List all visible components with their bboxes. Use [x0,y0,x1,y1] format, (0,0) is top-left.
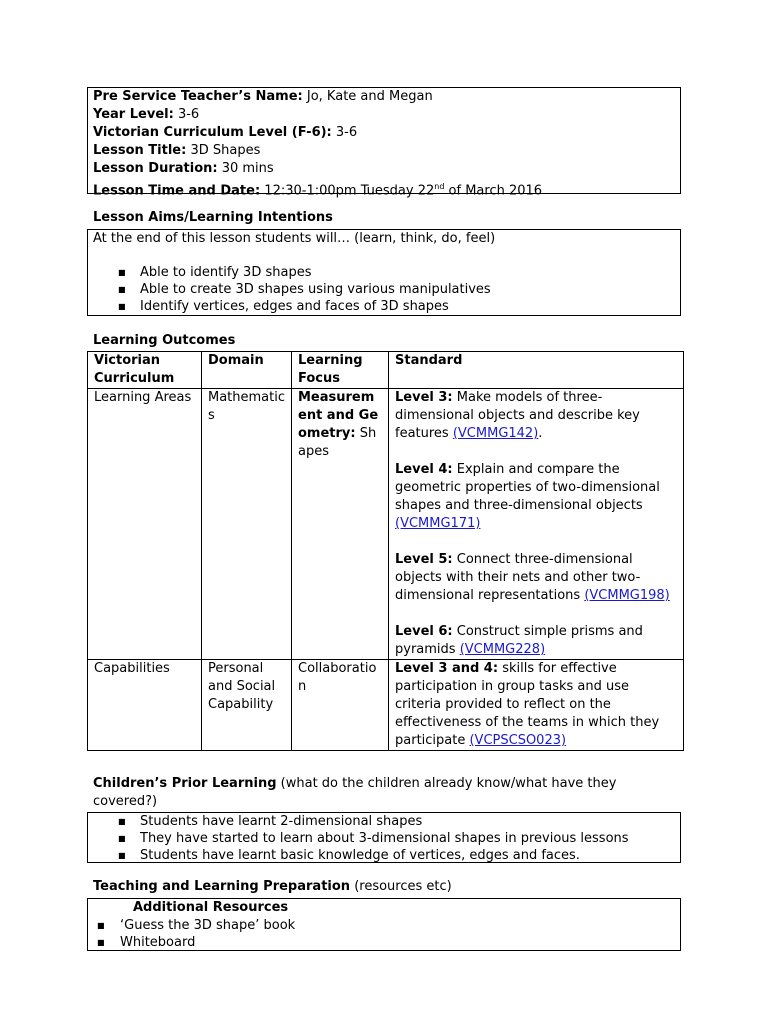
lesson-time-value: 12:30-1:00pm Tuesday 22 [264,183,435,199]
prior-learning-heading: Children’s Prior Learning (what do the children already know/what have they covered?) [93,776,617,809]
list-item: ■ Students have learnt 2-dimensional shapes [118,814,423,829]
square-bullet-icon: ■ [118,302,126,311]
additional-resources-heading: Additional Resources [133,900,289,915]
lesson-time-label: Lesson Time and Date: [93,183,261,199]
lesson-duration-value: 30 mins [221,161,274,176]
lesson-time-month: of March 2016 [444,183,543,199]
square-bullet-icon: ■ [118,285,126,294]
curriculum-level-line [93,124,680,142]
preparation-heading: Teaching and Learning Preparation (resources etc) [93,879,452,894]
list-item: ■ Able to create 3D shapes using various manipulatives [118,282,491,297]
list-item: ■ Students have learnt basic knowledge of vertices, edges and faces. [118,848,580,863]
column-header: Victorian Curriculum [88,352,202,389]
lesson-time-ordinal: nd [434,182,445,191]
curriculum-code-link[interactable]: (VCMMG198) [584,588,670,603]
square-bullet-icon: ■ [118,268,126,277]
curriculum-level-value: 3-6 [335,125,358,140]
list-item: ■ Able to identify 3D shapes [118,265,312,280]
table-cell: Capabilities [88,660,202,751]
table-header-row [88,352,684,389]
year-level-value: 3-6 [177,107,200,122]
list-item: ■ Identify vertices, edges and faces of 3D shapes [118,299,449,314]
teacher-name-line [93,88,680,106]
aims-list [93,264,680,315]
lesson-title-value: 3D Shapes [190,143,261,158]
table-cell: Mathematics [202,389,292,660]
standard-level-6: Level 6: Construct simple prisms and pyramids (VCMMG228) [395,624,643,657]
lesson-title-label: Lesson Title: [93,143,187,158]
table-cell: Personal and Social Capability [202,660,292,751]
standard-level-5: Level 5: Connect three-dimensional objects with their nets and other two-dimensional representations (VCMMG198) [395,552,670,603]
lesson-title-line [93,142,680,160]
preparation-box [87,898,681,951]
curriculum-level-label: Victorian Curriculum Level (F-6): [93,125,332,140]
standard-level-3-4: Level 3 and 4: skills for effective participation in group tasks and use criteria provided to reflect on the effectiveness of the teams in which they participate (VCPSCSO023) [395,661,660,748]
teacher-name-value: Jo, Kate and Megan [306,89,433,104]
square-bullet-icon: ■ [118,851,126,860]
lesson-info-box [87,87,681,199]
lesson-duration-label: Lesson Duration: [93,161,218,176]
table-cell: Measurement and Geometry: Shapes [292,389,389,660]
curriculum-code-link[interactable]: (VCMMG228) [459,642,546,657]
list-item: ■ They have started to learn about 3-dimensional shapes in previous lessons [118,831,629,846]
learning-outcomes-table [87,351,684,751]
prior-learning-box [87,812,681,863]
square-bullet-icon: ■ [118,817,126,826]
square-bullet-icon: ■ [97,938,105,947]
list-item: ■ ‘Guess the 3D shape’ book [97,918,296,933]
aims-box [87,229,681,316]
list-item: ■ Whiteboard [97,935,196,950]
teacher-name-label: Pre Service Teacher’s Name: [93,89,303,104]
lesson-duration-line [93,160,680,178]
square-bullet-icon: ■ [118,834,126,843]
square-bullet-icon: ■ [97,921,105,930]
table-row [88,389,684,660]
standards-cell [389,660,684,751]
table-cell: Collaboration [292,660,389,751]
table-row [88,660,684,751]
prior-learning-list [88,813,680,864]
lesson-time-line [93,178,680,199]
standards-cell [389,389,684,660]
standard-level-3: Level 3: Make models of three-dimensional objects and describe key features (VCMMG142). [395,390,640,441]
year-level-label: Year Level: [93,107,174,122]
aims-intro: At the end of this lesson students will… (learn, think, do, feel) [93,231,496,246]
outcomes-heading: Learning Outcomes [93,333,236,348]
aims-heading: Lesson Aims/Learning Intentions [93,210,333,225]
table-cell: Learning Areas [88,389,202,660]
curriculum-code-link[interactable]: (VCPSCSO023) [469,733,567,748]
standard-level-4: Level 4: Explain and compare the geometric properties of two-dimensional shapes and three-dimensional objects (VCMMG171) [395,462,660,531]
curriculum-code-link[interactable]: (VCMMG171) [395,516,481,531]
resources-list [88,917,680,951]
column-header: Standard [389,352,684,389]
year-level-line [93,106,680,124]
curriculum-code-link[interactable]: (VCMMG142) [452,426,539,441]
column-header: Learning Focus [292,352,389,389]
column-header: Domain [202,352,292,389]
